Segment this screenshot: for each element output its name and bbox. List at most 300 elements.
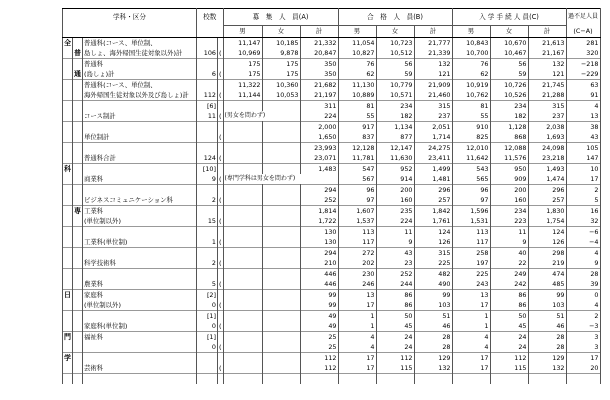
value-cell: [223, 153, 262, 164]
value-cell: 24: [490, 332, 528, 343]
value-cell: 25: [300, 342, 338, 353]
value-cell: [223, 279, 262, 290]
value-cell: 24,098: [528, 143, 566, 154]
value-cell: 1,754: [528, 216, 566, 227]
value-cell: 224: [300, 111, 338, 122]
shortage-cell: 38: [566, 122, 600, 133]
value-cell: 17: [452, 363, 490, 374]
shortage-cell: 20: [566, 363, 600, 374]
value-cell: 1: [452, 321, 490, 332]
value-cell: 257: [414, 195, 452, 206]
row-label: [83, 164, 197, 175]
subsection-label: [73, 237, 83, 248]
table-row: [63, 59, 601, 70]
value-cell: 490: [414, 279, 452, 290]
value-cell: 21,332: [300, 38, 338, 49]
value-cell: [223, 122, 262, 133]
row-label: 家庭科: [83, 290, 197, 301]
table-row: [63, 374, 601, 385]
value-cell: 25: [300, 332, 338, 343]
row-label: 島しょ、海外帰国生徒対象以外)計: [83, 48, 197, 59]
table-row: [63, 206, 601, 217]
value-cell: 9,878: [262, 48, 300, 59]
subsection-label: [73, 279, 83, 290]
value-cell: [262, 164, 300, 175]
value-cell: [262, 374, 300, 385]
value-cell: 298: [528, 248, 566, 259]
section-label: [63, 258, 73, 269]
value-cell: [262, 332, 300, 343]
school-count: [197, 248, 218, 259]
value-cell: 17: [338, 353, 376, 364]
school-count: [197, 59, 218, 70]
value-cell: 23,411: [414, 153, 452, 164]
school-count: 15: [197, 216, 218, 227]
header-shortage: 過不足人員: [566, 9, 600, 26]
section-label: [63, 122, 73, 133]
value-cell: 21,288: [528, 90, 566, 101]
row-label: ビジネスコミュニケーション科: [83, 195, 197, 206]
header-female: 女: [262, 26, 300, 38]
value-cell: [262, 248, 300, 259]
value-cell: 81: [452, 101, 490, 112]
row-label: 福祉科: [83, 332, 197, 343]
value-cell: 96: [452, 185, 490, 196]
row-label: [83, 374, 197, 385]
table-row: [63, 38, 601, 49]
subsection-label: [73, 332, 83, 343]
shortage-cell: 0: [566, 290, 600, 301]
header-total: 計: [414, 26, 452, 38]
bracket-mark: (: [219, 90, 222, 99]
value-cell: 28: [414, 342, 452, 353]
value-cell: 10,762: [452, 90, 490, 101]
value-cell: [223, 342, 262, 353]
bracket-mark: (: [219, 342, 222, 351]
table-row: [63, 122, 601, 133]
value-cell: 249: [490, 269, 528, 280]
shortage-cell: 320: [566, 48, 600, 59]
value-cell: 46: [528, 321, 566, 332]
value-cell: [223, 248, 262, 259]
value-cell: 311: [300, 101, 338, 112]
value-cell: 81: [338, 101, 376, 112]
value-cell: [262, 290, 300, 301]
school-count: 2: [197, 258, 218, 269]
table-row: [63, 290, 601, 301]
value-cell: [223, 269, 262, 280]
value-cell: [223, 101, 262, 112]
school-count: [197, 80, 218, 91]
table-row: [63, 164, 601, 175]
value-cell: 10,512: [376, 48, 414, 59]
value-cell: 200: [490, 185, 528, 196]
value-cell: 10,889: [338, 90, 376, 101]
shortage-cell: 28: [566, 269, 600, 280]
section-label: [63, 237, 73, 248]
value-cell: [262, 143, 300, 154]
value-cell: 99: [414, 290, 452, 301]
value-cell: 446: [300, 269, 338, 280]
value-cell: 1,714: [414, 132, 452, 143]
value-cell: [452, 374, 490, 385]
section-label: [63, 69, 73, 80]
header-enroll: 入 学 手 続 人 員(C): [452, 9, 566, 26]
value-cell: [262, 279, 300, 290]
value-cell: [223, 185, 262, 196]
section-label: [63, 374, 73, 385]
shortage-cell: 3: [566, 342, 600, 353]
value-cell: 43: [376, 248, 414, 259]
row-label: [83, 353, 197, 364]
header-row-2: [63, 26, 601, 38]
subsection-label: [73, 216, 83, 227]
school-count: [197, 38, 218, 49]
section-label: [63, 321, 73, 332]
value-cell: 59: [490, 69, 528, 80]
value-cell: 294: [300, 248, 338, 259]
shortage-cell: 13: [566, 111, 600, 122]
value-cell: [262, 321, 300, 332]
shortage-cell: 147: [566, 153, 600, 164]
school-count: 11: [197, 111, 218, 122]
value-cell: 21,339: [414, 48, 452, 59]
value-cell: 132: [414, 363, 452, 374]
value-cell: 10,185: [262, 38, 300, 49]
value-cell: 99: [300, 300, 338, 311]
shortage-cell: 5: [566, 195, 600, 206]
table-row: [63, 153, 601, 164]
value-cell: [528, 374, 566, 385]
header-total: 計: [528, 26, 566, 38]
value-cell: 200: [376, 185, 414, 196]
value-cell: 11,781: [338, 153, 376, 164]
school-count: 9: [197, 174, 218, 185]
value-cell: 543: [452, 164, 490, 175]
header-male: 男: [338, 26, 376, 38]
value-cell: [223, 195, 262, 206]
row-label: 単位制計: [83, 132, 197, 143]
row-label: 芸術科: [83, 363, 197, 374]
section-label: [63, 216, 73, 227]
section-label: 学: [64, 353, 71, 362]
subsection-label: [73, 90, 83, 101]
value-cell: 126: [414, 237, 452, 248]
shortage-cell: −6: [566, 227, 600, 238]
row-label: 普通科(コース、単位制、: [83, 38, 197, 49]
value-cell: [262, 153, 300, 164]
bracket-mark: (: [219, 279, 222, 288]
value-cell: 86: [376, 300, 414, 311]
value-cell: 225: [414, 258, 452, 269]
value-cell: 23,993: [300, 143, 338, 154]
table-row: [63, 132, 601, 143]
value-cell: 1,537: [338, 216, 376, 227]
value-cell: 115: [490, 363, 528, 374]
value-cell: 112: [300, 353, 338, 364]
row-label: 農業科: [83, 279, 197, 290]
value-cell: 112: [300, 363, 338, 374]
value-cell: 1,830: [528, 206, 566, 217]
shortage-cell: 2: [566, 185, 600, 196]
school-count: [10]: [197, 164, 218, 175]
value-cell: 129: [528, 353, 566, 364]
table-row: [63, 90, 601, 101]
section-label: [63, 111, 73, 122]
value-cell: [414, 374, 452, 385]
value-cell: [223, 237, 262, 248]
value-cell: 237: [528, 111, 566, 122]
value-cell: 97: [452, 195, 490, 206]
value-cell: 10,919: [452, 80, 490, 91]
value-cell: 45: [490, 321, 528, 332]
value-cell: 175: [262, 59, 300, 70]
subsection-label: 専: [74, 206, 81, 215]
shortage-cell: 2: [566, 311, 600, 322]
row-label: [83, 311, 197, 322]
value-cell: 474: [528, 269, 566, 280]
school-count: [1]: [197, 311, 218, 322]
value-cell: 4: [452, 342, 490, 353]
header-pass: 合 格 人 員(B): [338, 9, 452, 26]
enrollment-table: [62, 8, 601, 384]
subsection-label: [73, 101, 83, 112]
value-cell: 9: [490, 237, 528, 248]
value-cell: 51: [414, 311, 452, 322]
bracket-mark: (: [219, 237, 222, 246]
value-cell: [490, 374, 528, 385]
value-cell: 350: [300, 59, 338, 70]
school-count: [197, 269, 218, 280]
value-cell: 130: [300, 237, 338, 248]
row-label: [83, 342, 197, 353]
value-cell: 224: [376, 216, 414, 227]
value-cell: 547: [338, 164, 376, 175]
header-male: 男: [223, 26, 262, 38]
table-row: [63, 332, 601, 343]
value-cell: [223, 164, 262, 175]
shortage-cell: 16: [566, 206, 600, 217]
section-label: [63, 101, 73, 112]
value-cell: 23: [376, 258, 414, 269]
value-cell: 877: [376, 132, 414, 143]
row-label: 普通科合計: [83, 153, 197, 164]
row-label: 普通科(コース、単位制、: [83, 80, 197, 91]
value-cell: [262, 195, 300, 206]
subsection-label: [73, 195, 83, 206]
table-row: [63, 353, 601, 364]
section-label: [63, 311, 73, 322]
value-cell: [223, 353, 262, 364]
value-cell: 21,682: [300, 80, 338, 91]
value-cell: 11: [376, 227, 414, 238]
value-cell: 296: [528, 185, 566, 196]
value-cell: 99: [300, 290, 338, 301]
section-label: 門: [64, 332, 71, 341]
shortage-cell: [566, 374, 600, 385]
shortage-cell: −229: [566, 69, 600, 80]
shortage-cell: 91: [566, 90, 600, 101]
value-cell: 482: [414, 269, 452, 280]
value-cell: 1,499: [414, 164, 452, 175]
school-count: [2]: [197, 290, 218, 301]
value-cell: 1,134: [376, 122, 414, 133]
shortage-cell: 32: [566, 216, 600, 227]
shortage-cell: 10: [566, 164, 600, 175]
value-cell: 49: [300, 311, 338, 322]
value-cell: 294: [300, 185, 338, 196]
value-cell: 315: [528, 101, 566, 112]
value-cell: 11,576: [490, 153, 528, 164]
value-cell: 11,144: [223, 90, 262, 101]
value-cell: 23,071: [300, 153, 338, 164]
bracket-mark: (: [219, 363, 222, 372]
section-label: [63, 363, 73, 374]
table-row: [63, 258, 601, 269]
row-label: 工業科(単位制): [83, 237, 197, 248]
subsection-label: [73, 143, 83, 154]
section-label: [63, 342, 73, 353]
shortage-cell: 281: [566, 38, 600, 49]
value-cell: 76: [452, 59, 490, 70]
value-cell: 21,167: [528, 48, 566, 59]
value-cell: [223, 132, 262, 143]
bracket-mark: (: [219, 174, 222, 183]
school-count: 1: [197, 237, 218, 248]
value-cell: 10,526: [490, 90, 528, 101]
value-cell: [262, 353, 300, 364]
value-cell: [262, 311, 300, 322]
subsection-label: [73, 300, 83, 311]
subsection-label: [73, 132, 83, 143]
value-cell: 124: [528, 227, 566, 238]
header-shortage-sub: (C−A): [566, 26, 600, 38]
value-cell: 202: [338, 258, 376, 269]
row-label: (島しょ)計: [83, 69, 197, 80]
subsection-label: [73, 122, 83, 133]
value-cell: [262, 132, 300, 143]
value-cell: [262, 269, 300, 280]
shortage-cell: 17: [566, 353, 600, 364]
value-cell: [262, 342, 300, 353]
value-cell: 12,147: [376, 143, 414, 154]
value-cell: 40: [490, 248, 528, 259]
value-cell: 24: [490, 342, 528, 353]
value-cell: 272: [338, 248, 376, 259]
school-count: [197, 132, 218, 143]
value-cell: 1,531: [452, 216, 490, 227]
value-cell: 86: [490, 290, 528, 301]
value-cell: 113: [452, 227, 490, 238]
value-cell: 175: [223, 69, 262, 80]
school-count: 2: [197, 195, 218, 206]
section-label: 全: [64, 38, 71, 47]
value-cell: 59: [376, 69, 414, 80]
value-cell: 4: [338, 332, 376, 343]
shortage-cell: −4: [566, 237, 600, 248]
subsection-label: [73, 164, 83, 175]
value-cell: 21,197: [300, 90, 338, 101]
value-cell: [338, 374, 376, 385]
value-cell: [262, 122, 300, 133]
value-cell: 10,670: [490, 38, 528, 49]
value-cell: [223, 311, 262, 322]
note-cell: (男女を問わず): [223, 111, 300, 122]
value-cell: [262, 185, 300, 196]
header-row-1: [63, 9, 601, 26]
shortage-cell: 43: [566, 132, 600, 143]
section-label: [63, 279, 73, 290]
table-row: [63, 69, 601, 80]
note-cell: (専門学科は男女を問わず): [223, 174, 338, 185]
row-label: 普通科: [83, 59, 197, 70]
value-cell: [223, 332, 262, 343]
value-cell: 28: [528, 342, 566, 353]
bracket-mark: (: [219, 69, 222, 78]
row-label: [83, 227, 197, 238]
value-cell: 914: [376, 174, 414, 185]
value-cell: 28: [528, 332, 566, 343]
row-label: 海外帰国生徒対象以外及び島しょ)計: [83, 90, 197, 101]
subsection-label: [73, 227, 83, 238]
value-cell: [262, 206, 300, 217]
value-cell: 132: [414, 59, 452, 70]
value-cell: [223, 206, 262, 217]
value-cell: 1,842: [414, 206, 452, 217]
value-cell: 62: [452, 69, 490, 80]
value-cell: 17: [338, 363, 376, 374]
value-cell: 4: [452, 332, 490, 343]
value-cell: 10,779: [376, 80, 414, 91]
shortage-cell: 63: [566, 80, 600, 91]
section-label: [63, 227, 73, 238]
row-label: 家庭科(単位制): [83, 321, 197, 332]
section-label: 日: [64, 290, 71, 299]
row-label: 科学技術科: [83, 258, 197, 269]
row-label: [83, 248, 197, 259]
value-cell: 182: [376, 111, 414, 122]
table-row: [63, 48, 601, 59]
value-cell: 485: [528, 279, 566, 290]
school-count: [197, 185, 218, 196]
shortage-cell: 3: [566, 332, 600, 343]
value-cell: 99: [528, 290, 566, 301]
value-cell: 1,128: [490, 122, 528, 133]
value-cell: 1,596: [452, 206, 490, 217]
value-cell: 909: [490, 174, 528, 185]
school-count: [197, 143, 218, 154]
value-cell: 55: [452, 111, 490, 122]
value-cell: 225: [452, 269, 490, 280]
value-cell: 49: [300, 321, 338, 332]
school-count: 0: [197, 321, 218, 332]
value-cell: 51: [528, 311, 566, 322]
value-cell: 11,130: [338, 80, 376, 91]
table-row: [63, 237, 601, 248]
value-cell: 113: [338, 227, 376, 238]
value-cell: 350: [300, 69, 338, 80]
bracket-mark: (: [219, 111, 222, 120]
subsection-label: [73, 153, 83, 164]
value-cell: 96: [338, 185, 376, 196]
subsection-label: [73, 185, 83, 196]
section-label: [63, 195, 73, 206]
value-cell: 10,053: [262, 90, 300, 101]
school-count: 106: [197, 48, 218, 59]
value-cell: 10,700: [452, 48, 490, 59]
section-label: [63, 269, 73, 280]
value-cell: 223: [490, 216, 528, 227]
